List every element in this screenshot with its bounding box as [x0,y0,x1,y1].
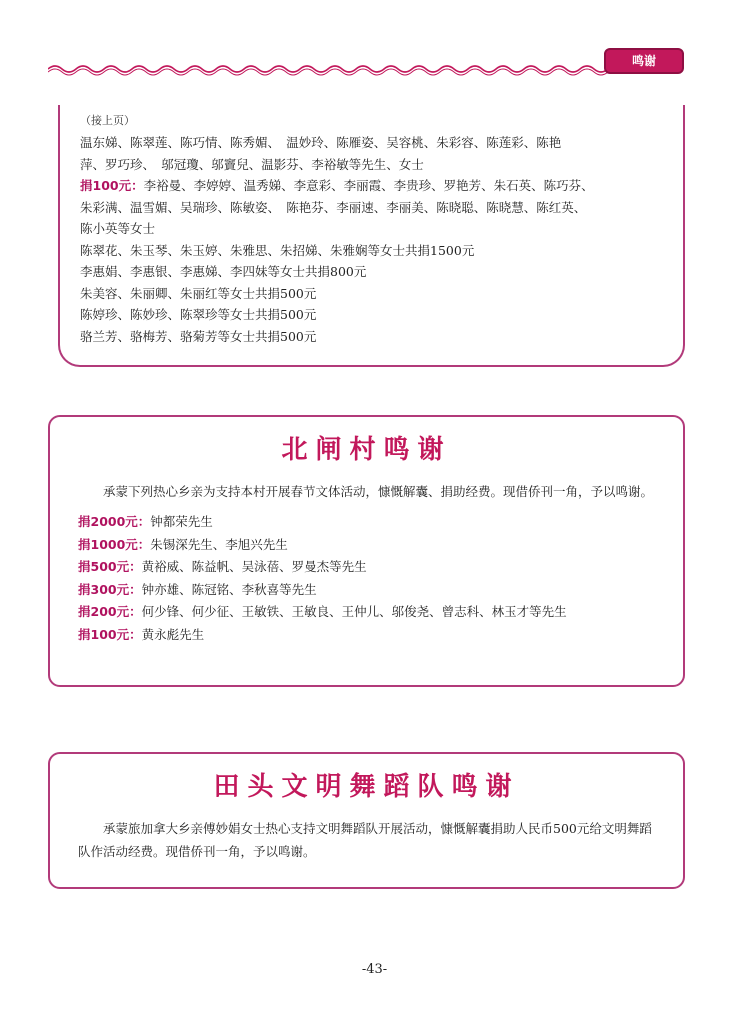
section-title: 北闸村鸣谢 [281,435,452,465]
donor-line [80,304,680,326]
donation-amount-label: 捐200元： [78,604,142,619]
donation-amount-label: 捐100元： [80,178,144,193]
page-number: -43- [361,962,388,977]
header-wave-divider [48,62,608,76]
section-intro: 承蒙旅加拿大乡亲傅妙娟女士热心支持文明舞蹈队开展活动，慷慨解囊捐助人民币500元给文明舞蹈队作活动经费。现借侨刊一角，予以鸣谢。 [78,821,652,859]
donor-names: 骆兰芳、骆梅芳、骆菊芳等女士共捐500元 [80,328,317,344]
donation-row [78,534,683,557]
donation-row [78,556,683,579]
donor-names: 钟亦雄、陈冠铭、李秋喜等先生 [141,581,317,597]
donor-names: 黄永彪先生 [141,626,205,642]
donor-line [80,261,680,283]
continued-note: （接上页） [80,114,135,127]
donation-amount-label: 捐300元： [78,581,142,597]
section-intro: 承蒙下列热心乡亲为支持本村开展春节文体活动，慷慨解囊、捐助经费。现借侨刊一角，予以鸣谢。 [103,484,654,499]
donor-names: 钟都荣先生 [150,514,213,529]
donor-names: 陈翠花、朱玉琴、朱玉婷、朱雅思、朱招娣、朱雅娴等女士共捐1500元 [80,242,475,258]
donation-row [78,624,683,647]
donor-names: 何少锋、何少征、王敏铁、王敏良、王仲儿、邬俊尧、曾志科、林玉才等先生 [141,604,567,619]
donor-names: 温东娣、陈翠莲、陈巧情、陈秀媚、 温妙玲、陈雁姿、吴容桃、朱彩容、陈莲彩、陈艳 [80,135,562,150]
donation-amount-label: 捐2000元： [78,514,151,529]
donor-line [80,240,680,262]
donor-line [80,197,680,219]
donor-line [80,218,680,240]
donor-line [80,132,680,154]
donor-names: 李裕曼、李婷婷、温秀娣、李意彩、李丽霞、李贵珍、罗艳芳、朱石英、陈巧芬、 [143,178,594,193]
donation-amount-label: 捐1000元： [78,536,151,552]
donor-names: 陈婷珍、陈妙珍、陈翠珍等女士共捐500元 [80,307,317,322]
continued-section [80,112,680,347]
beizha-acknowledgement-section [48,415,685,687]
section-title: 田头文明舞蹈队鸣谢 [213,772,520,802]
donor-names: 朱美容、朱丽卿、朱丽红等女士共捐500元 [80,285,317,301]
donation-row [78,579,683,602]
donation-row [78,601,683,624]
donor-names: 黄裕威、陈益帆、吴泳蓓、罗曼杰等先生 [141,559,367,574]
donor-names: 李惠娟、李惠银、李惠娣、李四妹等女士共捐800元 [80,264,367,279]
donor-names: 朱彩满、温雪媚、吴瑞珍、陈敏姿、 陈艳芬、李丽速、李丽美、陈晓聪、陈晓慧、陈红英、 [80,199,587,215]
donor-line [80,175,680,197]
header-section-tab: 鸣谢 [604,48,684,74]
donation-list [78,511,683,646]
donor-line [80,326,680,348]
donor-names: 萍、罗巧珍、 邬冠瓊、邬竇兒、温影芬、李裕敏等先生、女士 [80,156,424,172]
donor-line [80,154,680,176]
donor-names: 陈小英等女士 [80,221,156,236]
dance-team-acknowledgement-section [48,752,685,889]
donation-amount-label: 捐100元： [78,626,142,642]
donation-amount-label: 捐500元： [78,559,142,574]
donor-line [80,283,680,305]
donation-row [78,511,683,534]
donor-names: 朱锡深先生、李旭兴先生 [150,536,288,552]
